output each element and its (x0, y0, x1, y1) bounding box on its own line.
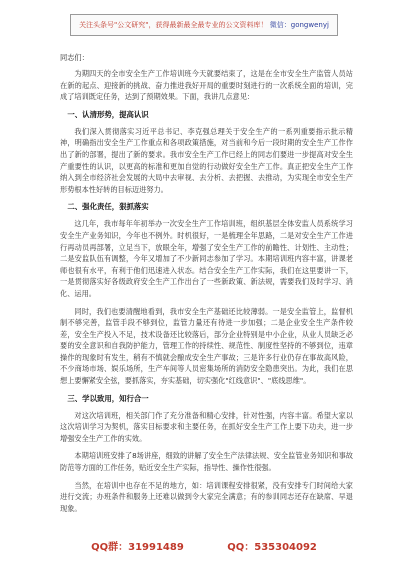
document-body (60, 52, 353, 520)
section-1-heading: 一、认清形势，提高认识 (67, 109, 149, 119)
section-3-paragraph-3: 当然，在培训中也存在不足的地方，如：培训课程安排很紧，没有安排专门时间给大家进行交流；办班条件和服务上还难以做到令大家完全满意；有的参训同志还存在缺席、早退现象。 (60, 480, 353, 513)
footer-qq-group: QQ群：31991489 (91, 542, 184, 553)
section-3-paragraph-2: 本期培训班安排了8场讲座，细致的讲解了安全生产法律法规、安全监管业务知识和事故防范等方面的工作任务，贴近安全生产实际，指导性、操作性很强。 (60, 451, 353, 473)
section-1-paragraph-1: 我们深入贯彻落实习近平总书记、李克强总理关于安全生产的一系列重要指示批示精神，明确指出安全生产工作重点和各项政策措施，对当前和今后一段时期的安全生产工作作出了新的部署，提出了新的要求。我市安全生产工作已经上的同志们要进一步提高对安全生产重要性的认识，以更高的标准和更加自觉的行动做好安全生产工作。真正把安全生产工作纳入到全市经济社会发展的大局中去审视、去分析、去把握、去推动，为实现全市安全生产形势根本性好转的目标迈进努力。 (60, 126, 353, 194)
banner-text: 关注头条号"公文研究"，获得最新最全最专业的公文资料库！ (79, 21, 268, 29)
intro-paragraph: 为期四天的全市安全生产工作培训班今天就要结束了，这是在全市安全生产监管人员站在新的起点、迎接新的挑战、奋力推进我好开局的重要时刻进行的一次系统全面的培训，完成了培训既定任务，达到了预期效果。下面，我讲几点意见： (60, 69, 353, 102)
greeting: 同志们： (60, 53, 89, 62)
section-3-heading: 三、学以致用，知行合一 (67, 393, 149, 403)
footer-qq: QQ：535304092 (227, 542, 317, 553)
section-2-paragraph-1: 这几年，我市每年年初举办一次安全生产工作培训班，组织基层全体安监人员系统学习安全生产业务知识，今年也不例外。时机很好，一是梳理全年思路，二是对安全生产工作进行再动员再部署，立足当下，放眼全年，增强了安全生产工作的前瞻性、计划性、主动性；二是安监队伍有调整，今年又增加了不少新同志参加了学习。本期培训班内容丰富，讲课老师也很有水平，有利于他们迅速进入状态。结合安全生产工作实际，我们在这里要讲一下，一是贯彻落实好各级政府安全生产工作出台了一些新政策、新法规，需要我们及时学习、消化、运用。 (60, 219, 353, 298)
header-banner (70, 14, 338, 36)
section-3-paragraph-1: 对这次培训班，相关部门作了充分准备和精心安排，针对性强，内容丰富。希望大家以这次培训学习为契机，落实目标要求和主要任务，在抓好安全生产工作上要下功夫，进一步增强安全生产工作的实效。 (60, 410, 353, 443)
footer-contact (0, 538, 408, 553)
section-2-paragraph-2: 同时，我们也要清醒地看到，我市安全生产基础还比较薄弱。一是安全监管上，监督机制不够完善，监管手段不够到位，监管力量还有待进一步加强；二是企业安全生产条件较差，安全生产投入不足，技术设备还比较落后，部分企业特别是中小企业，从业人员缺乏必要的安全意识和自我防护能力，管理工作的持续性、规范性、制度性坚持的不够到位，违章操作的现象时有发生，稍有不慎就会酿成安全生产事故；三是许多行业仍存在事故高风险，不少商场市场、娱乐场所，生产车间等人员密集场所的消防安全隐患突出。为此，我们在思想上要懈紧安全弦，要抓落实，夯实基础，切实强化"红线意识"、"底线思维"。 (60, 306, 353, 386)
banner-contact: 微信：gongwenyj (269, 21, 329, 29)
section-2-heading: 二、强化责任，狠抓落实 (67, 202, 149, 212)
